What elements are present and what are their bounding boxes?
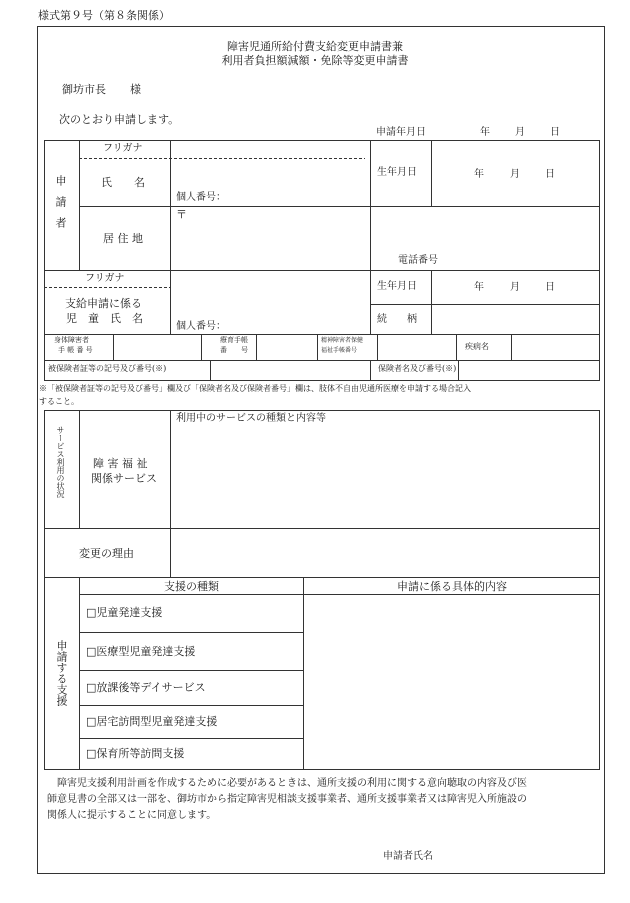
application-date-month[interactable]: 月 xyxy=(515,127,525,138)
applicant-section-label: 申請者 xyxy=(54,175,67,238)
support-type-header: 支援の種類 xyxy=(164,580,219,593)
applicant-birth-month[interactable]: 月 xyxy=(510,169,520,180)
application-date-label: 申請年月日 xyxy=(376,127,426,138)
physical-handbook-label-line1: 身体障害者 xyxy=(54,336,89,344)
addressee-name: 御坊市長 xyxy=(62,83,106,96)
intro-text: 次のとおり申請します。 xyxy=(59,113,180,126)
insurer-label: 保険者名及び番号(※) xyxy=(378,364,457,373)
signature-label: 申請者氏名 xyxy=(383,851,433,862)
applicant-address-label: 居 住 地 xyxy=(103,232,143,245)
child-birth-year[interactable]: 年 xyxy=(474,282,484,293)
consent-line2: 師意見書の全部又は一部を、御坊市から指定障害児相談支援事業者、通所支援事業者又は障害児入所施設の xyxy=(47,794,527,805)
service-usage-section-label: サービス利用の状況 xyxy=(56,426,65,498)
form-number: 様式第９号（第８条関係） xyxy=(38,9,170,22)
mental-handbook-label-line2: 福祉手帳番号 xyxy=(321,347,358,354)
form-title-line2: 利用者負担額減額・免除等変更申請書 xyxy=(221,54,409,67)
support-option-home-visit-child-development[interactable]: □居宅訪問型児童発達支援 xyxy=(86,715,218,728)
service-content-label: 利用中のサービスの種類と内容等 xyxy=(176,413,326,424)
application-date-year[interactable]: 年 xyxy=(480,127,490,138)
ryoiku-handbook-label-line2: 番 号 xyxy=(220,346,248,354)
change-reason-label: 変更の理由 xyxy=(79,547,134,560)
insured-symbol-label: 被保険者証等の記号及び番号(※) xyxy=(48,364,167,373)
applicant-birth-date-label: 生年月日 xyxy=(377,167,417,178)
service-category-line2: 関係サービス xyxy=(91,472,157,485)
physical-handbook-label-line2: 手 帳 番 号 xyxy=(58,346,93,354)
child-furigana-label: フリガナ xyxy=(85,273,125,284)
applicant-birth-year[interactable]: 年 xyxy=(474,169,484,180)
support-option-after-school-day-service[interactable]: □放課後等デイサービス xyxy=(86,681,206,694)
disease-label: 疾病名 xyxy=(465,342,489,351)
phone-label: 電話番号 xyxy=(398,255,438,266)
service-category-line1: 障 害 福 祉 xyxy=(93,457,148,470)
support-content-header: 申請に係る具体的内容 xyxy=(397,580,507,593)
consent-line1: 障害児支援利用計画を作成するために必要があるときは、通所支援の利用に関する意向聴取の内容及び医 xyxy=(47,778,527,789)
applicant-birth-day[interactable]: 日 xyxy=(545,169,555,180)
note-line2: すること。 xyxy=(39,397,79,406)
child-name-label-line2: 児 童 氏 名 xyxy=(66,312,143,325)
child-birth-date-label: 生年月日 xyxy=(377,281,417,292)
ryoiku-handbook-label-line1: 療育手帳 xyxy=(220,336,248,344)
relationship-label: 続 柄 xyxy=(377,314,417,325)
postal-mark: 〒 xyxy=(176,208,187,221)
child-name-label-line1: 支給申請に係る xyxy=(65,297,142,310)
mental-handbook-label-line1: 精神障害者保健 xyxy=(321,337,364,344)
addressee-honorific: 様 xyxy=(130,83,141,96)
child-personal-number-label: 個人番号： xyxy=(176,321,226,332)
form-title-line1: 障害児通所給付費支給変更申請書兼 xyxy=(227,40,403,53)
applicant-name-label: 氏 名 xyxy=(101,176,145,189)
applicant-furigana-label: フリガナ xyxy=(103,143,143,154)
support-section-label: 申請する支援 xyxy=(55,640,68,706)
child-birth-day[interactable]: 日 xyxy=(545,282,555,293)
applicant-personal-number-label: 個人番号： xyxy=(176,192,226,203)
support-option-child-development[interactable]: □児童発達支援 xyxy=(86,606,163,619)
support-option-nursery-visit-support[interactable]: □保育所等訪問支援 xyxy=(86,747,185,760)
consent-line3: 関係人に提示することに同意します。 xyxy=(47,810,217,821)
application-date-day[interactable]: 日 xyxy=(550,127,560,138)
note-line1: ※「被保険者証等の記号及び番号」欄及び「保険者名及び保険者番号」欄は、肢体不自由児通所医療を申請する場合記入 xyxy=(39,384,471,393)
child-birth-month[interactable]: 月 xyxy=(510,282,520,293)
support-option-medical-child-development[interactable]: □医療型児童発達支援 xyxy=(86,645,196,658)
